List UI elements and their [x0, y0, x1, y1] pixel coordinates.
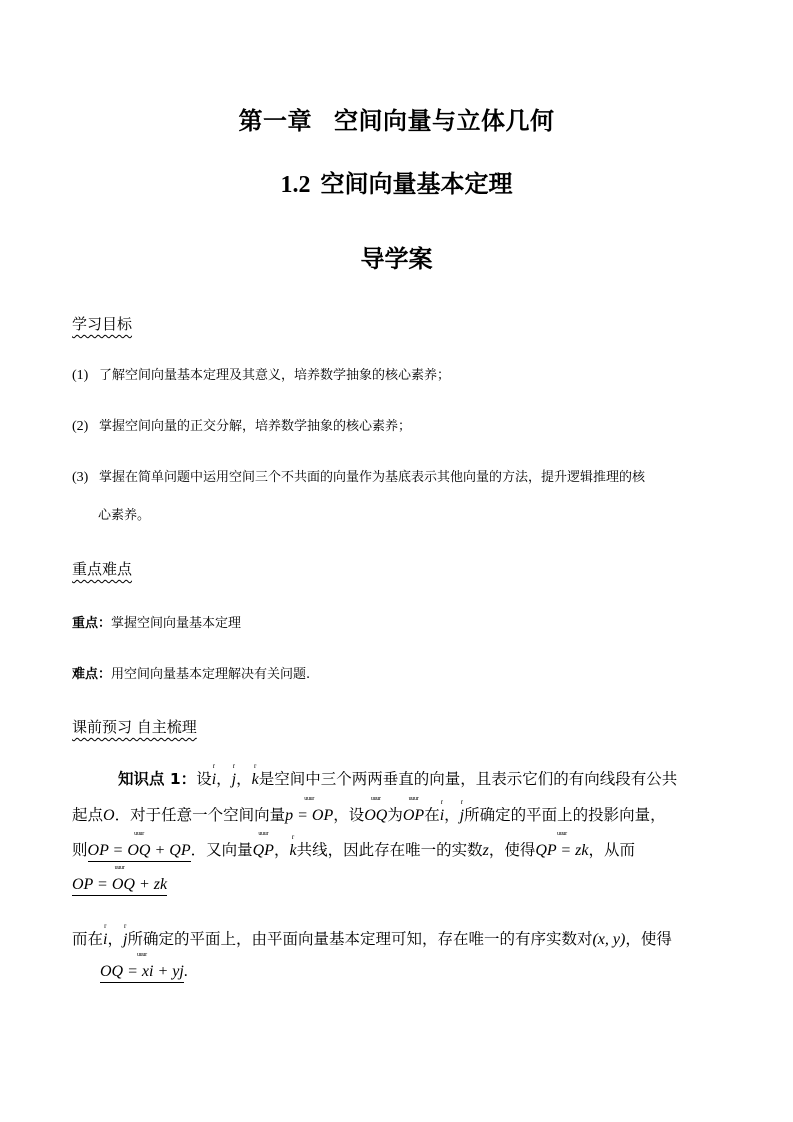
symbol-O: O [103, 807, 115, 824]
section-title [0, 164, 793, 199]
text-comma: ， [273, 841, 290, 859]
equation-op-sum: OP = OQ + QP uuur [88, 842, 191, 862]
difficulty-text: 用空间向量基本定理解决有关问题. [111, 667, 311, 682]
chapter-name: 空间向量与立体几何 [334, 107, 555, 135]
kp1-text: 所确定的平面上的投影向量， [464, 806, 666, 824]
objective-text: 掌握在简单问题中运用空间三个不共面的向量作为基底表示其他向量的方法，提升逻辑推理的核 [99, 470, 646, 485]
kp1-line-4 [72, 875, 724, 896]
period: . [183, 963, 188, 980]
vector-i: r i [212, 771, 216, 789]
guide-title: 导学案 [360, 245, 433, 273]
kp1-text: ，从而 [588, 841, 636, 859]
vector-OP: OP uuur [403, 807, 424, 825]
focus-line [72, 612, 241, 631]
kp1-text: ，使得 [488, 841, 536, 859]
objective-item [72, 459, 732, 535]
text-comma: ， [107, 930, 123, 948]
kp1-text: ，设 [333, 806, 365, 824]
text-set: 设 [196, 770, 212, 788]
section-number: 1.2 [280, 172, 311, 198]
difficulty-line [72, 663, 310, 682]
equation-oq-xi-yj: OQ = xi + yj uuur [100, 963, 184, 983]
objective-continuation: 心素养。 [98, 508, 151, 523]
vector-k: r k [289, 842, 296, 860]
objective-item [72, 357, 732, 395]
objective-index: (3) [72, 470, 89, 485]
kp1-text: ，使得 [625, 930, 672, 948]
objective-item [72, 408, 732, 446]
symbol-z: z [482, 842, 489, 859]
difficulty-label: 难点： [72, 667, 112, 682]
text-comma: ， [216, 770, 232, 788]
kp1-text: 在 [424, 806, 440, 824]
ordered-pair: (x, y) [592, 931, 626, 948]
chapter-number: 第一章 [238, 107, 312, 135]
equation-qp-zk: QP = zk uuur [535, 842, 588, 860]
kp1-line-1 [118, 767, 728, 789]
kp1-text: ．又向量 [190, 841, 253, 859]
vector-j: r j [123, 931, 127, 949]
vector-i: r i [103, 931, 107, 949]
objective-index: (2) [72, 419, 89, 434]
text-comma: ， [444, 806, 460, 824]
kp1-label: 知识点 1： [118, 770, 197, 788]
kp1-text: 为 [387, 806, 403, 824]
keypoints-heading: 重点难点 [72, 560, 133, 578]
chapter-title [0, 101, 793, 136]
kp1-line-2 [72, 803, 724, 825]
vector-j: r j [460, 807, 464, 825]
text-comma: ， [236, 770, 252, 788]
kp1-text: 而在 [72, 930, 104, 948]
vector-i: r i [440, 807, 444, 825]
vector-OQ: OQ uuur [364, 807, 387, 825]
equation-op-oq-zk: OP = OQ + zk uuur [72, 876, 167, 896]
preview-heading: 课前预习 自主梳理 [72, 718, 197, 736]
kp1-line-6 [100, 962, 752, 983]
objectives-heading: 学习目标 [72, 315, 133, 333]
objective-index: (1) [72, 368, 89, 383]
focus-label: 重点： [72, 616, 112, 631]
vector-k: r k [252, 771, 259, 789]
kp1-text: 所确定的平面上，由平面向量基本定理可知，存在唯一的有序实数对 [127, 930, 593, 948]
vector-QP: QP uuur [253, 842, 274, 860]
kp1-text: 是空间中三个两两垂直的向量，且表示它们的有向线段有公共 [258, 770, 678, 788]
section-name: 空间向量基本定理 [320, 170, 513, 198]
objective-text: 了解空间向量基本定理及其意义，培养数学抽象的核心素养； [99, 368, 451, 383]
text-origin-label: 起点 [72, 806, 104, 824]
kp1-line-5 [72, 927, 724, 949]
kp1-text: ．对于任意一个空间向量 [114, 806, 286, 824]
objective-text: 掌握空间向量的正交分解，培养数学抽象的核心素养； [99, 419, 412, 434]
kp1-line-3 [72, 838, 724, 862]
focus-text: 掌握空间向量基本定理 [111, 616, 242, 631]
vector-j: r j [232, 771, 236, 789]
kp1-text: 则 [72, 841, 88, 859]
kp1-text: 共线，因此存在唯一的实数 [296, 841, 483, 859]
equation-p-op: p = OP uuur [285, 807, 333, 825]
